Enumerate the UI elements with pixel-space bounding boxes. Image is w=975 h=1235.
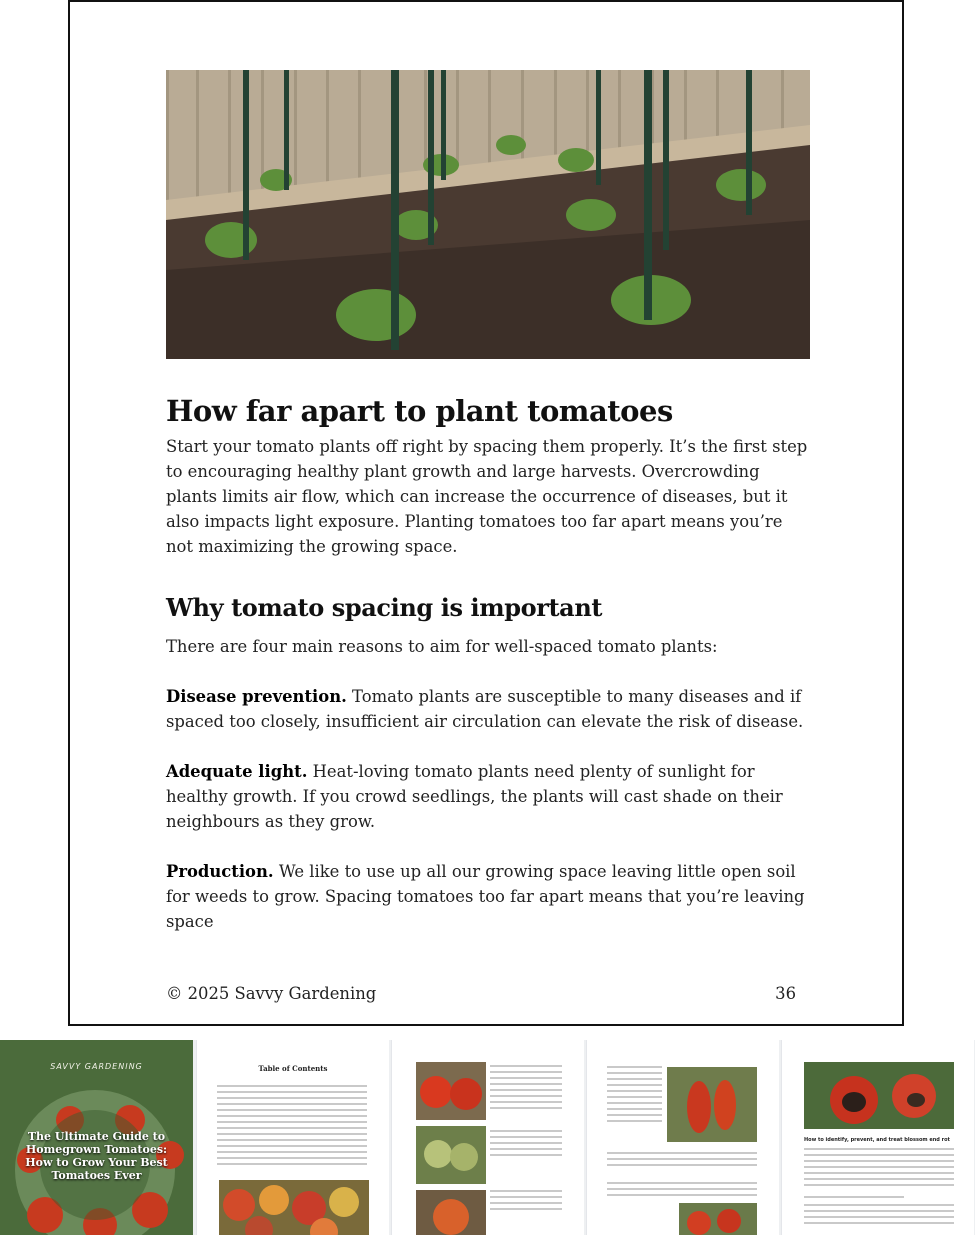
intro-paragraph: Start your tomato plants off right by spacing them properly. It’s the first step to encouraging healthy plant growth and large harvests. Overcrowding plants limits air flow, which can increase the occurrence of diseases, but it also impacts light exposure. Planting tomatoes too far apart means you’re not maximizing the growing space.: [166, 437, 808, 556]
document-page: [68, 0, 904, 1026]
reasons-intro: There are four main reasons to aim for well-spaced tomato plants:: [166, 637, 718, 656]
reason-text: Tomato plants are susceptible to many diseases and if spaced too closely, insufficient air circulation can elevate the risk of disease.: [166, 687, 804, 731]
article-body: [166, 394, 810, 934]
reason-paragraph: [166, 759, 810, 834]
copyright-text: © 2025 Savvy Gardening: [166, 984, 377, 1003]
thumbnail-varieties[interactable]: [391, 1040, 584, 1235]
cover-brand: SAVVY GARDENING: [50, 1062, 143, 1071]
page-thumbnail-strip: [0, 1040, 975, 1235]
section-subheading: Why tomato spacing is important: [166, 593, 603, 622]
reason-label: Disease prevention.: [166, 687, 347, 706]
reason-paragraph: [166, 859, 810, 934]
thumbnail-plum-tomatoes[interactable]: [586, 1040, 779, 1235]
reason-label: Adequate light.: [166, 762, 308, 781]
thumbnail-blossom-end-rot[interactable]: [781, 1040, 974, 1235]
toc-title: Table of Contents: [258, 1064, 328, 1073]
reason-text: Heat-loving tomato plants need plenty of sunlight for healthy growth. If you crowd seedlings, the plants will cast shade on their neighbours as they grow.: [166, 762, 783, 831]
article-heading: How far apart to plant tomatoes: [166, 394, 673, 428]
reason-paragraph: [166, 684, 810, 734]
page-footer: [166, 984, 796, 1003]
cover-title: The Ultimate Guide to Homegrown Tomatoes: How to Grow Your Best Tomatoes Ever: [25, 1130, 168, 1182]
thumbnail-heading: How to identify, prevent, and treat blossom end rot: [804, 1137, 950, 1143]
thumbnail-cover[interactable]: [0, 1040, 193, 1235]
reason-text: We like to use up all our growing space leaving little open soil for weeds to grow. Spacing tomatoes too far apart means that you’re leaving space: [166, 862, 805, 931]
thumbnail-toc[interactable]: [196, 1040, 389, 1235]
tomato-garden-photo: [166, 70, 810, 359]
reason-label: Production.: [166, 862, 274, 881]
page-number: 36: [775, 984, 796, 1003]
